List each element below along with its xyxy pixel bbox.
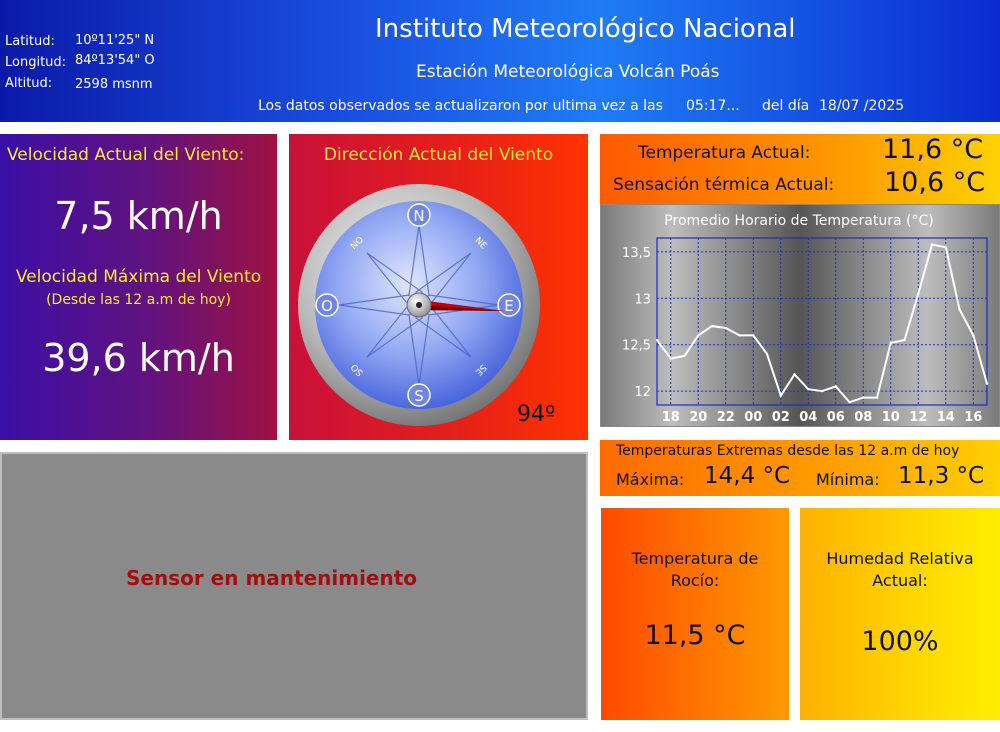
current-wind-speed-value: 7,5 km/h <box>54 194 223 238</box>
data-point <box>958 308 960 310</box>
data-point <box>903 339 905 341</box>
data-point <box>917 292 919 294</box>
temperature-chart <box>600 204 1000 427</box>
x-tick-label: 16 <box>964 410 983 425</box>
extremes-panel <box>600 440 1000 496</box>
data-point <box>656 339 658 341</box>
chart-title: Promedio Horario de Temperatura (°C) <box>664 213 934 229</box>
sensor-maintenance-message: Sensor en mantenimiento <box>126 566 418 590</box>
min-temp-label: Mínima: <box>816 470 880 489</box>
wind-direction-degrees: 94º <box>517 402 556 427</box>
data-point <box>862 396 864 398</box>
altitude-label: Altitud: <box>5 76 53 91</box>
max-wind-speed-label: Velocidad Máxima del Viento <box>15 267 262 287</box>
data-point <box>986 382 988 384</box>
temperature-panel <box>600 134 1000 204</box>
data-point <box>835 385 837 387</box>
humidity-value: 100% <box>861 626 939 657</box>
data-point <box>793 373 795 375</box>
x-tick-label: 20 <box>689 410 708 425</box>
compass-pivot <box>416 302 422 308</box>
data-point <box>876 396 878 398</box>
max-wind-speed-value: 39,6 km/h <box>42 336 235 380</box>
y-tick-label: 13 <box>634 292 651 308</box>
data-point <box>945 246 947 248</box>
data-point <box>670 357 672 359</box>
page-title: Instituto Meteorológico Nacional <box>375 14 796 44</box>
x-tick-label: 04 <box>799 410 818 425</box>
data-point <box>972 334 974 336</box>
data-point <box>848 401 850 403</box>
max-temp-label: Máxima: <box>616 470 685 489</box>
current-temp-value: 11,6 °C <box>882 134 984 165</box>
min-temp-value: 11,3 °C <box>898 463 985 489</box>
temperature-series-line <box>657 245 987 403</box>
latitude-label: Latitud: <box>5 34 55 49</box>
compass-e-marker <box>498 294 520 316</box>
compass-se-label: SE <box>472 361 488 377</box>
data-point <box>738 334 740 336</box>
update-text: Los datos observados se actualizaron por ultima vez a las <box>258 98 663 114</box>
temperature-chart-svg <box>601 205 999 426</box>
data-point <box>683 355 685 357</box>
humidity-label: Humedad Relativa Actual: <box>826 549 974 590</box>
sensor-panel <box>0 452 588 720</box>
latitude-value: 10º11'25" N <box>75 33 155 48</box>
update-time: 05:17... <box>686 98 740 114</box>
svg-text:S: S <box>414 387 424 405</box>
update-day-label: del día <box>762 98 810 114</box>
extremes-label: Temperaturas Extremas desde las 12 a.m de hoy <box>616 443 960 459</box>
humidity-panel <box>800 508 1000 720</box>
data-point <box>711 325 713 327</box>
station-name: Estación Meteorológica Volcán Poás <box>416 62 720 82</box>
wind-direction-panel <box>289 134 588 440</box>
current-wind-speed-label: Velocidad Actual del Viento: <box>7 145 245 165</box>
feels-like-label: Sensación térmica Actual: <box>613 175 835 195</box>
x-tick-label: 10 <box>881 410 900 425</box>
compass-w-marker <box>316 294 338 316</box>
header-banner <box>0 0 1000 122</box>
update-date: 18/07 /2025 <box>819 98 905 114</box>
longitude-label: Longitud: <box>5 55 67 70</box>
compass-ne-label: NE <box>472 235 489 252</box>
y-tick-label: 13,5 <box>622 245 651 261</box>
y-tick-label: 12 <box>634 385 651 401</box>
svg-text:E: E <box>504 297 514 315</box>
x-tick-label: 00 <box>744 410 763 425</box>
longitude-value: 84º13'54" O <box>75 53 155 68</box>
data-point <box>780 395 782 397</box>
compass-s-marker <box>408 384 430 406</box>
x-tick-label: 14 <box>936 410 955 425</box>
dew-point-value: 11,5 °C <box>644 620 746 651</box>
wind-speed-panel <box>0 134 277 440</box>
data-point <box>697 334 699 336</box>
data-point <box>766 353 768 355</box>
max-temp-value: 14,4 °C <box>704 463 791 489</box>
data-point <box>890 342 892 344</box>
y-tick-label: 12,5 <box>622 338 651 354</box>
dew-point-panel <box>601 508 789 720</box>
compass-n-marker <box>408 204 430 226</box>
compass-sw-label: SO <box>349 361 366 378</box>
data-point <box>821 390 823 392</box>
data-point <box>752 334 754 336</box>
data-point <box>931 243 933 245</box>
x-tick-label: 22 <box>716 410 735 425</box>
wind-direction-label: Dirección Actual del Viento <box>323 145 554 165</box>
data-point <box>807 388 809 390</box>
compass-nw-label: NO <box>349 235 367 253</box>
altitude-value: 2598 msnm <box>75 77 153 92</box>
data-point <box>725 327 727 329</box>
svg-text:O: O <box>321 297 333 315</box>
x-tick-label: 18 <box>661 410 680 425</box>
max-wind-speed-note: (Desde las 12 a.m de hoy) <box>46 292 231 308</box>
feels-like-value: 10,6 °C <box>884 167 986 198</box>
dew-point-label: Temperatura de Rocío: <box>631 549 759 590</box>
x-tick-label: 08 <box>854 410 873 425</box>
plot-area-border <box>657 238 987 405</box>
x-tick-label: 12 <box>909 410 928 425</box>
current-temp-label: Temperatura Actual: <box>638 143 811 163</box>
svg-text:N: N <box>413 207 425 225</box>
x-tick-label: 02 <box>771 410 790 425</box>
compass <box>289 134 588 440</box>
x-tick-label: 06 <box>826 410 845 425</box>
